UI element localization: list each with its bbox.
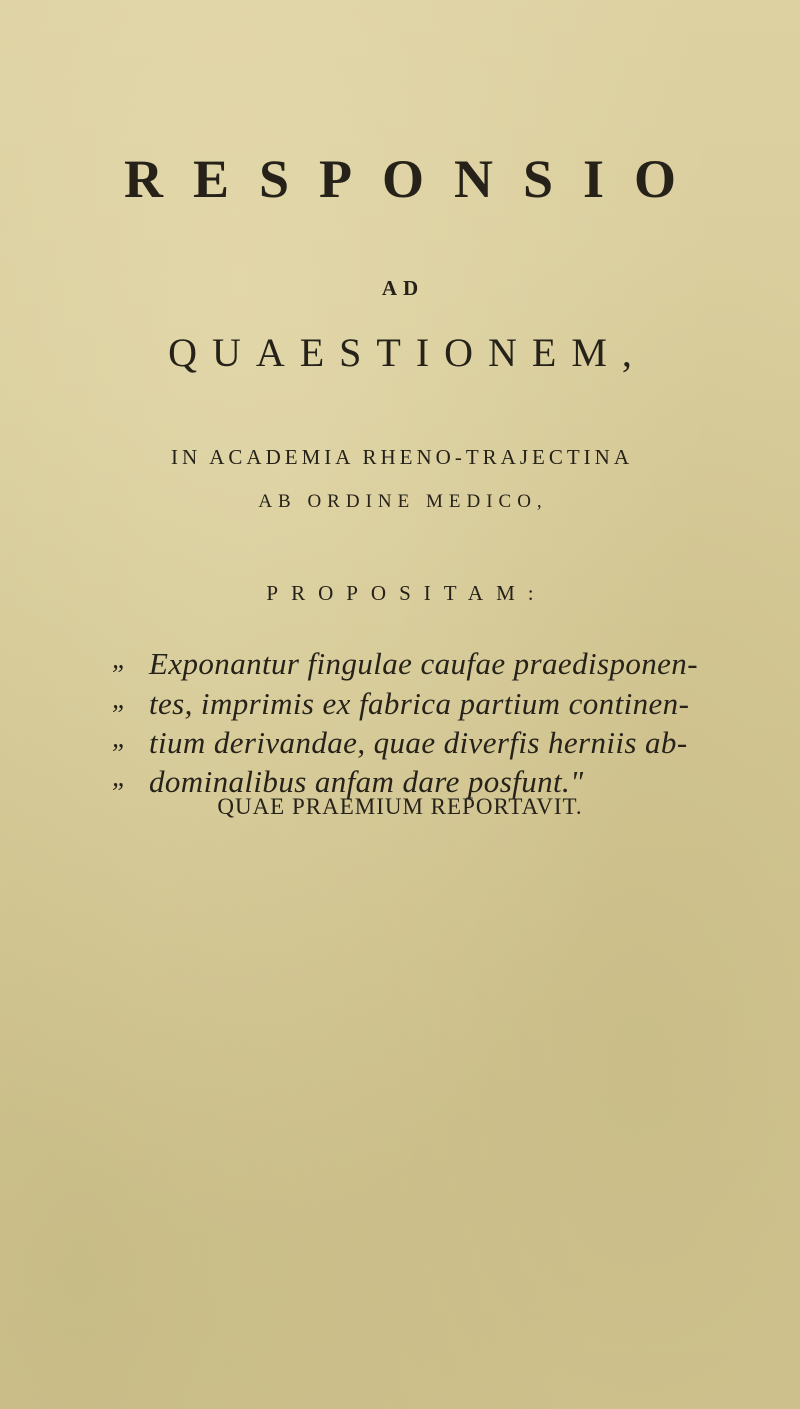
subtitle-heading: QUAESTIONEM, [168, 330, 647, 375]
ordine-line: AB ORDINE MEDICO, [258, 491, 548, 512]
proposita-line: PROPOSITAM: [266, 581, 547, 605]
ad-heading: AD [381, 276, 425, 300]
document-title: RESPONSIO [123, 149, 707, 209]
quote-line-1: Exponantur fingulae caufae praedisponen- [149, 646, 698, 681]
quote-mark: „ [112, 762, 128, 792]
closing-line: QUAE PRAEMIUM REPORTAVIT. [217, 794, 583, 819]
quote-mark: „ [112, 723, 128, 753]
quote-line-3: tium derivandae, quae diverfis herniis ab- [149, 725, 688, 760]
quote-mark: „ [112, 684, 128, 714]
quote-line-4: dominalibus anfam dare posfunt." [149, 764, 584, 799]
academia-line: IN ACADEMIA RHENO-TRAJECTINA [171, 445, 633, 469]
quote-mark: „ [112, 644, 128, 674]
quote-line-2: tes, imprimis ex fabrica partium continen- [149, 686, 690, 721]
